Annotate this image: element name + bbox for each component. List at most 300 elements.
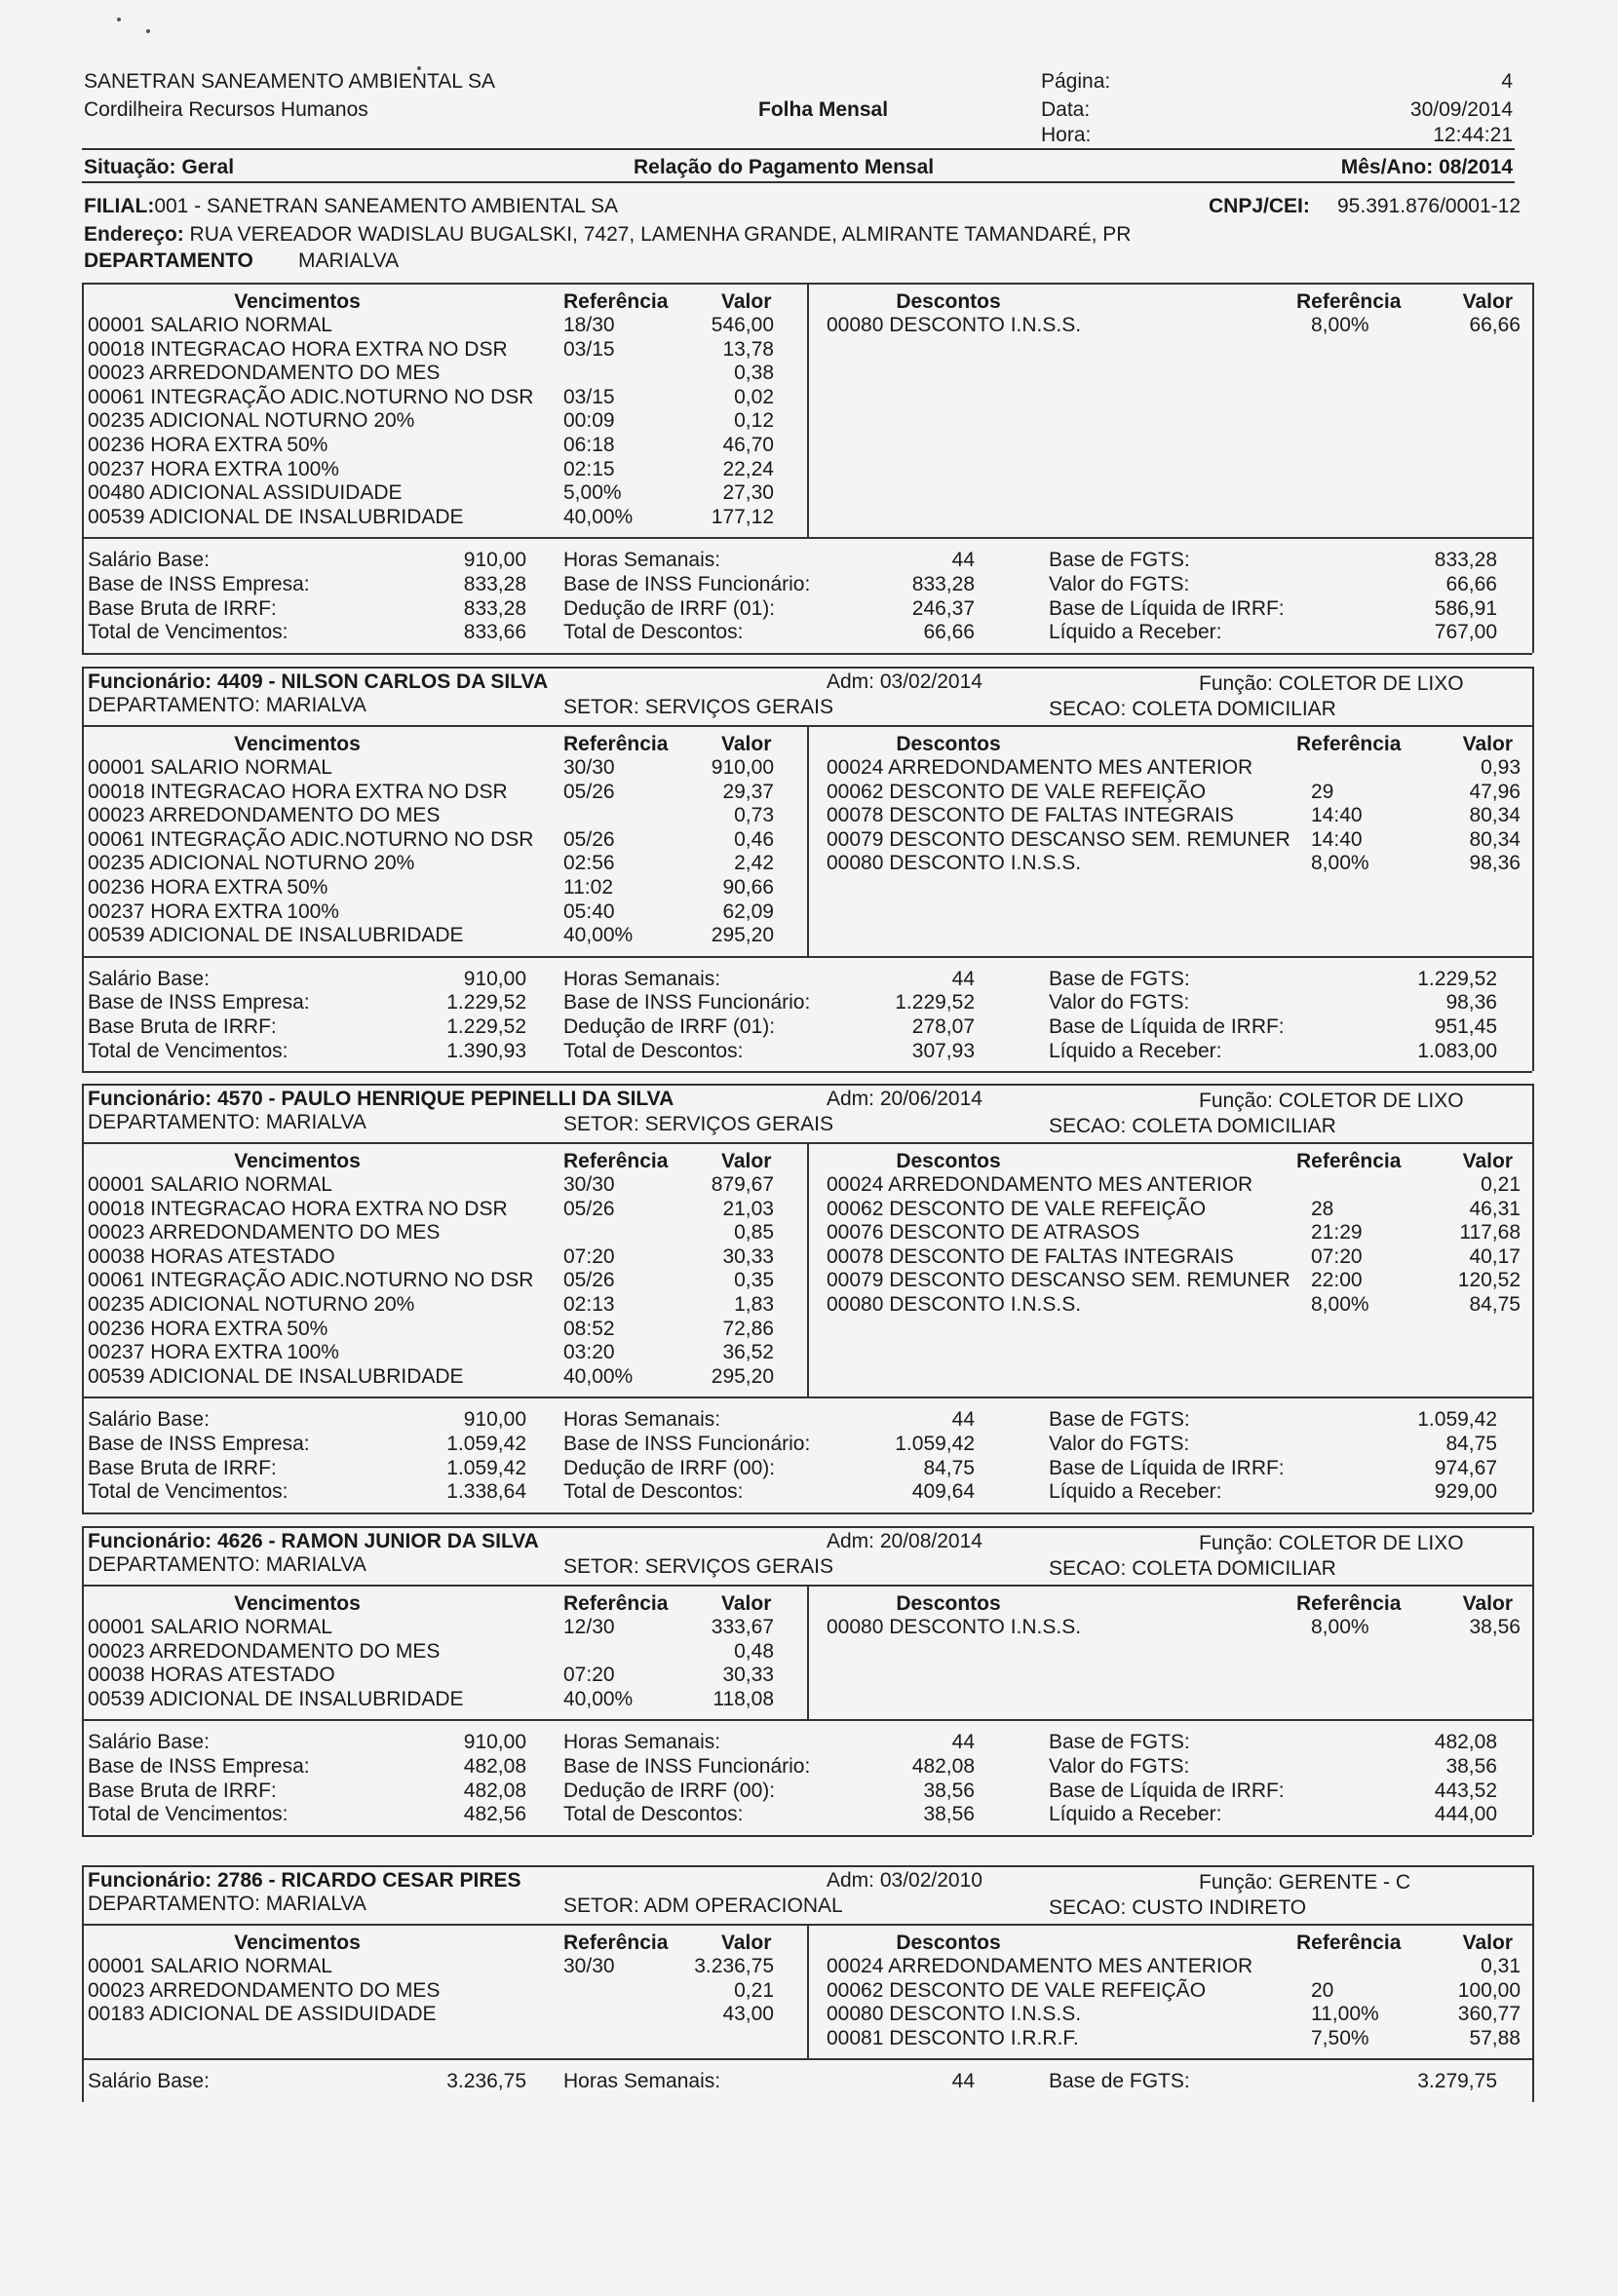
time-value: 12:44:21 [1433, 124, 1513, 146]
deduction-value: 98,36 [1469, 852, 1521, 875]
row-divider [82, 2058, 1532, 2060]
earning-description: 00001 SALARIO NORMAL [88, 1616, 332, 1638]
deduction-value: 80,34 [1469, 804, 1521, 827]
summary-label: Líquido a Receber: [1049, 1803, 1222, 1826]
earning-description: 00001 SALARIO NORMAL [88, 756, 332, 779]
earning-description: 00183 ADICIONAL DE ASSIDUIDADE [88, 2003, 437, 2026]
earning-value: 29,37 [722, 780, 774, 803]
column-divider [1532, 1865, 1534, 2058]
earning-value: 0,35 [734, 1269, 774, 1292]
company-name: SANETRAN SANEAMENTO AMBIENTAL SA [84, 70, 496, 93]
earning-value: 3.236,75 [694, 1955, 774, 1977]
row-divider [82, 956, 1532, 958]
column-divider [82, 1084, 84, 1397]
earning-value: 0,02 [734, 385, 774, 408]
valor-header: Valor [1462, 1150, 1513, 1172]
filial-line [84, 195, 618, 218]
earning-reference: 07:20 [563, 1664, 615, 1687]
summary-value: 3.236,75 [446, 2070, 526, 2093]
deduction-reference: 14:40 [1311, 804, 1363, 827]
employee-department: DEPARTAMENTO: MARIALVA [88, 1111, 366, 1133]
summary-value: 482,56 [463, 1803, 526, 1826]
admission-date: Adm: 20/06/2014 [827, 1088, 982, 1110]
valor-header: Valor [721, 1592, 772, 1615]
deduction-value: 47,96 [1469, 780, 1521, 803]
earning-value: 13,78 [722, 337, 774, 361]
summary-label: Horas Semanais: [563, 2070, 721, 2093]
earning-description: 00539 ADICIONAL DE INSALUBRIDADE [88, 1687, 464, 1710]
earning-value: 22,24 [722, 457, 774, 480]
summary-value: 482,08 [463, 1779, 526, 1802]
earning-reference: 40,00% [563, 1364, 634, 1388]
summary-value: 278,07 [911, 1015, 975, 1038]
earning-value: 546,00 [711, 314, 774, 336]
earning-reference: 05/26 [563, 780, 615, 803]
earning-value: 2,42 [734, 852, 774, 875]
summary-label: Líquido a Receber: [1049, 1039, 1222, 1062]
deduction-value: 46,31 [1469, 1197, 1521, 1220]
summary-label: Salário Base: [88, 1731, 210, 1754]
earning-description: 00236 HORA EXTRA 50% [88, 876, 328, 899]
deduction-value: 360,77 [1457, 2003, 1521, 2026]
employee-function: Função: COLETOR DE LIXO [1199, 672, 1464, 695]
deduction-reference: 20 [1311, 1978, 1334, 2002]
earning-description: 00236 HORA EXTRA 50% [88, 1317, 328, 1340]
row-divider [82, 667, 1532, 669]
deduction-description: 00080 DESCONTO I.N.S.S. [827, 852, 1082, 875]
column-divider [1532, 1526, 1534, 1719]
cnpj-label: CNPJ/CEI: [1209, 195, 1310, 217]
earning-description: 00237 HORA EXTRA 100% [88, 457, 339, 480]
deduction-reference: 22:00 [1311, 1269, 1363, 1292]
earning-description: 00023 ARREDONDAMENTO DO MES [88, 1978, 441, 2002]
summary-value: 443,52 [1434, 1779, 1497, 1802]
descontos-header: Descontos [896, 1592, 1001, 1615]
summary-label: Base de INSS Empresa: [88, 1755, 310, 1778]
row-divider [82, 1835, 1532, 1837]
employee-sector: SETOR: SERVIÇOS GERAIS [563, 696, 833, 718]
summary-label: Horas Semanais: [563, 549, 721, 572]
summary-value: 910,00 [463, 549, 526, 572]
summary-label: Salário Base: [88, 2070, 210, 2093]
deduction-description: 00024 ARREDONDAMENTO MES ANTERIOR [827, 1173, 1253, 1196]
summary-label: Valor do FGTS: [1049, 1433, 1190, 1455]
column-divider [82, 1397, 84, 1512]
summary-label: Base de FGTS: [1049, 1731, 1190, 1754]
earning-description: 00237 HORA EXTRA 100% [88, 1341, 339, 1364]
summary-label: Base de FGTS: [1049, 1408, 1190, 1432]
earning-reference: 00:09 [563, 409, 615, 433]
row-divider [82, 1512, 1532, 1514]
summary-label: Base de FGTS: [1049, 2070, 1190, 2093]
earning-description: 00018 INTEGRACAO HORA EXTRA NO DSR [88, 1197, 508, 1220]
employee-function: Função: COLETOR DE LIXO [1199, 1090, 1464, 1112]
summary-label: Total de Vencimentos: [88, 621, 289, 644]
summary-label: Salário Base: [88, 1408, 210, 1432]
earning-reference: 06:18 [563, 434, 615, 456]
summary-label: Base de Líquida de IRRF: [1049, 1456, 1285, 1479]
deduction-reference: 8,00% [1311, 1616, 1369, 1638]
earning-value: 0,73 [734, 804, 774, 827]
column-divider [82, 2058, 84, 2102]
earning-description: 00023 ARREDONDAMENTO DO MES [88, 1221, 441, 1244]
valor-header: Valor [721, 1932, 772, 1954]
earning-reference: 03/15 [563, 337, 615, 361]
deduction-reference: 28 [1311, 1197, 1334, 1220]
system-name: Cordilheira Recursos Humanos [84, 98, 368, 121]
earning-reference: 07:20 [563, 1244, 615, 1268]
referencia-header: Referência [563, 1592, 669, 1615]
earning-description: 00235 ADICIONAL NOTURNO 20% [88, 852, 415, 875]
deduction-reference: 07:20 [1311, 1244, 1363, 1268]
earning-reference: 40,00% [563, 1687, 634, 1710]
deduction-value: 0,31 [1481, 1955, 1521, 1977]
vencimentos-header: Vencimentos [234, 290, 361, 313]
summary-label: Base de INSS Empresa: [88, 573, 310, 595]
summary-value: 482,08 [1434, 1731, 1497, 1754]
summary-value: 44 [951, 1408, 975, 1432]
earning-reference: 05/26 [563, 827, 615, 851]
earning-value: 36,52 [722, 1341, 774, 1364]
employee-name: Funcionário: 4626 - RAMON JUNIOR DA SILVA [88, 1530, 539, 1552]
mes-ano-label: Mês/Ano: 08/2014 [1340, 156, 1513, 178]
deduction-description: 00078 DESCONTO DE FALTAS INTEGRAIS [827, 1244, 1234, 1268]
summary-value: 84,75 [1445, 1433, 1497, 1455]
earning-value: 27,30 [722, 481, 774, 505]
earning-description: 00038 HORAS ATESTADO [88, 1664, 335, 1687]
summary-label: Base de INSS Empresa: [88, 991, 310, 1014]
earning-description: 00237 HORA EXTRA 100% [88, 899, 339, 923]
column-divider [1532, 283, 1534, 537]
summary-value: 1.059,42 [446, 1433, 526, 1455]
summary-label: Total de Descontos: [563, 621, 744, 644]
page-number: 4 [1501, 70, 1513, 93]
page-label: Página: [1041, 70, 1111, 93]
summary-value: 66,66 [1445, 573, 1497, 595]
earning-description: 00480 ADICIONAL ASSIDUIDADE [88, 481, 403, 505]
summary-label: Horas Semanais: [563, 1731, 721, 1754]
descontos-header: Descontos [896, 290, 1001, 313]
deduction-description: 00062 DESCONTO DE VALE REFEIÇÃO [827, 1197, 1207, 1220]
employee-section: SECAO: COLETA DOMICILIAR [1049, 1557, 1336, 1580]
earning-description: 00236 HORA EXTRA 50% [88, 434, 328, 456]
earning-value: 295,20 [711, 1364, 774, 1388]
row-divider [82, 1719, 1532, 1721]
summary-value: 44 [951, 967, 975, 990]
earning-value: 21,03 [722, 1197, 774, 1220]
endereco-label: Endereço: [84, 223, 184, 246]
deduction-reference: 11,00% [1311, 2003, 1379, 2026]
summary-value: 1.083,00 [1417, 1039, 1497, 1062]
earning-value: 0,21 [734, 1978, 774, 2002]
employee-function: Função: COLETOR DE LIXO [1199, 1532, 1464, 1554]
deduction-description: 00080 DESCONTO I.N.S.S. [827, 314, 1082, 336]
column-divider [1532, 667, 1534, 956]
column-divider [807, 1585, 809, 1719]
column-divider [82, 283, 84, 537]
earning-value: 333,67 [711, 1616, 774, 1638]
earning-value: 90,66 [722, 876, 774, 899]
summary-label: Base de Líquida de IRRF: [1049, 1779, 1285, 1802]
summary-value: 1.059,42 [1417, 1408, 1497, 1432]
vencimentos-header: Vencimentos [234, 733, 361, 755]
earning-description: 00001 SALARIO NORMAL [88, 314, 332, 336]
deduction-value: 117,68 [1459, 1221, 1521, 1244]
summary-value: 1.229,52 [1417, 967, 1497, 990]
column-divider [82, 667, 84, 956]
earning-reference: 03/15 [563, 385, 615, 408]
summary-label: Base de Líquida de IRRF: [1049, 1015, 1285, 1038]
row-divider [82, 1526, 1532, 1528]
date-label: Data: [1041, 98, 1091, 121]
column-divider [1532, 2058, 1534, 2102]
earning-reference: 5,00% [563, 481, 622, 505]
earning-value: 62,09 [722, 899, 774, 923]
summary-label: Base Bruta de IRRF: [88, 596, 277, 620]
summary-value: 246,37 [911, 596, 975, 620]
earning-reference: 40,00% [563, 505, 634, 528]
earning-value: 72,86 [722, 1317, 774, 1340]
row-divider [82, 1084, 1532, 1086]
filial-label: FILIAL: [84, 195, 155, 217]
earning-value: 43,00 [722, 2003, 774, 2026]
referencia-header: Referência [563, 733, 669, 755]
deduction-reference: 21:29 [1311, 1221, 1363, 1244]
summary-label: Base Bruta de IRRF: [88, 1779, 277, 1802]
departamento-label: DEPARTAMENTO [84, 249, 253, 272]
summary-value: 833,28 [463, 573, 526, 595]
date-value: 30/09/2014 [1409, 98, 1513, 121]
cnpj-value: 95.391.876/0001-12 [1337, 195, 1522, 217]
column-divider [807, 1924, 809, 2058]
report-title: Folha Mensal [758, 98, 889, 121]
admission-date: Adm: 03/02/2010 [827, 1869, 982, 1892]
earning-reference: 05/26 [563, 1269, 615, 1292]
summary-value: 1.059,42 [895, 1433, 975, 1455]
employee-sector: SETOR: SERVIÇOS GERAIS [563, 1113, 833, 1135]
employee-section: SECAO: CUSTO INDIRETO [1049, 1896, 1307, 1919]
earning-value: 118,08 [713, 1687, 774, 1710]
earning-description: 00061 INTEGRAÇÃO ADIC.NOTURNO NO DSR [88, 385, 534, 408]
earning-reference: 02:13 [563, 1293, 615, 1316]
endereco-line [84, 223, 1131, 247]
scan-dot [117, 18, 121, 21]
vencimentos-header: Vencimentos [234, 1592, 361, 1615]
summary-value: 44 [951, 549, 975, 572]
employee-name: Funcionário: 4409 - NILSON CARLOS DA SILVA [88, 670, 549, 693]
earning-value: 879,67 [711, 1173, 774, 1196]
summary-value: 38,56 [923, 1779, 975, 1802]
earning-description: 00061 INTEGRAÇÃO ADIC.NOTURNO NO DSR [88, 1269, 534, 1292]
row-divider [82, 1071, 1532, 1073]
filial-value: 001 - SANETRAN SANEAMENTO AMBIENTAL SA [154, 195, 619, 217]
summary-value: 910,00 [463, 1731, 526, 1754]
referencia-header: Referência [563, 1932, 669, 1954]
deduction-description: 00024 ARREDONDAMENTO MES ANTERIOR [827, 1955, 1253, 1977]
deduction-value: 0,21 [1481, 1173, 1521, 1196]
summary-label: Dedução de IRRF (01): [563, 1015, 776, 1038]
summary-value: 586,91 [1434, 596, 1497, 620]
summary-value: 974,67 [1434, 1456, 1497, 1479]
deduction-description: 00076 DESCONTO DE ATRASOS [827, 1221, 1140, 1244]
earning-description: 00061 INTEGRAÇÃO ADIC.NOTURNO NO DSR [88, 827, 534, 851]
summary-value: 66,66 [923, 621, 975, 644]
earning-reference: 05:40 [563, 899, 615, 923]
departamento-value: MARIALVA [298, 249, 400, 272]
employee-sector: SETOR: ADM OPERACIONAL [563, 1894, 843, 1917]
earning-reference: 30/30 [563, 1955, 615, 1977]
deduction-description: 00079 DESCONTO DESCANSO SEM. REMUNER [827, 1269, 1291, 1292]
deduction-description: 00080 DESCONTO I.N.S.S. [827, 2003, 1082, 2026]
header-divider [82, 148, 1515, 150]
time-label: Hora: [1041, 124, 1092, 146]
valor-header: Valor [721, 733, 772, 755]
summary-value: 1.338,64 [446, 1480, 526, 1504]
employee-sector: SETOR: SERVIÇOS GERAIS [563, 1555, 833, 1578]
earning-value: 0,46 [734, 827, 774, 851]
earning-description: 00539 ADICIONAL DE INSALUBRIDADE [88, 1364, 464, 1388]
descontos-header: Descontos [896, 1932, 1001, 1954]
summary-label: Total de Descontos: [563, 1803, 744, 1826]
earning-value: 46,70 [722, 434, 774, 456]
deduction-reference: 8,00% [1311, 1293, 1369, 1316]
summary-label: Base de FGTS: [1049, 549, 1190, 572]
referencia-header: Referência [1296, 1932, 1402, 1954]
summary-label: Base de INSS Funcionário: [563, 1433, 811, 1455]
earning-reference: 40,00% [563, 924, 634, 947]
summary-label: Salário Base: [88, 967, 210, 990]
earning-description: 00023 ARREDONDAMENTO DO MES [88, 362, 441, 385]
valor-header: Valor [1462, 733, 1513, 755]
summary-value: 767,00 [1434, 621, 1497, 644]
column-divider [1532, 1397, 1534, 1512]
column-divider [807, 283, 809, 537]
column-divider [82, 956, 84, 1071]
referencia-header: Referência [1296, 1592, 1402, 1615]
row-divider [82, 537, 1532, 539]
situacao-label: Situação: Geral [84, 156, 235, 178]
referencia-header: Referência [563, 290, 669, 313]
relacao-label: Relação do Pagamento Mensal [634, 156, 935, 178]
earning-value: 177,12 [711, 505, 774, 528]
deduction-value: 80,34 [1469, 827, 1521, 851]
employee-department: DEPARTAMENTO: MARIALVA [88, 1893, 366, 1915]
summary-value: 84,75 [923, 1456, 975, 1479]
earning-description: 00539 ADICIONAL DE INSALUBRIDADE [88, 924, 464, 947]
earning-description: 00018 INTEGRACAO HORA EXTRA NO DSR [88, 780, 508, 803]
summary-label: Horas Semanais: [563, 1408, 721, 1432]
valor-header: Valor [721, 290, 772, 313]
vencimentos-header: Vencimentos [234, 1932, 361, 1954]
summary-label: Dedução de IRRF (01): [563, 596, 776, 620]
earning-reference: 18/30 [563, 314, 615, 336]
earning-description: 00038 HORAS ATESTADO [88, 1244, 335, 1268]
deduction-reference: 29 [1311, 780, 1334, 803]
earning-description: 00023 ARREDONDAMENTO DO MES [88, 1639, 441, 1663]
valor-header: Valor [1462, 1932, 1513, 1954]
summary-label: Dedução de IRRF (00): [563, 1456, 776, 1479]
summary-label: Base de INSS Funcionário: [563, 991, 811, 1014]
summary-label: Base Bruta de IRRF: [88, 1456, 277, 1479]
deduction-description: 00080 DESCONTO I.N.S.S. [827, 1293, 1082, 1316]
earning-description: 00539 ADICIONAL DE INSALUBRIDADE [88, 505, 464, 528]
summary-value: 1.229,52 [895, 991, 975, 1014]
earning-reference: 08:52 [563, 1317, 615, 1340]
employee-section: SECAO: COLETA DOMICILIAR [1049, 1115, 1336, 1137]
deduction-description: 00024 ARREDONDAMENTO MES ANTERIOR [827, 756, 1253, 779]
earning-description: 00018 INTEGRACAO HORA EXTRA NO DSR [88, 337, 508, 361]
summary-value: 929,00 [1434, 1480, 1497, 1504]
referencia-header: Referência [1296, 290, 1402, 313]
summary-label: Líquido a Receber: [1049, 1480, 1222, 1504]
summary-value: 1.229,52 [446, 991, 526, 1014]
summary-value: 44 [951, 1731, 975, 1754]
summary-value: 482,08 [463, 1755, 526, 1778]
summary-value: 833,28 [911, 573, 975, 595]
earning-reference: 12/30 [563, 1616, 615, 1638]
summary-label: Total de Descontos: [563, 1480, 744, 1504]
deduction-value: 0,93 [1481, 756, 1521, 779]
column-divider [807, 1142, 809, 1397]
deduction-value: 57,88 [1469, 2026, 1521, 2049]
row-divider [82, 1865, 1532, 1867]
deduction-reference: 8,00% [1311, 852, 1369, 875]
employee-name: Funcionário: 2786 - RICARDO CESAR PIRES [88, 1869, 521, 1892]
deduction-value: 120,52 [1457, 1269, 1521, 1292]
summary-label: Base de INSS Empresa: [88, 1433, 310, 1455]
earning-value: 295,20 [711, 924, 774, 947]
summary-value: 3.279,75 [1417, 2070, 1497, 2093]
summary-value: 482,08 [911, 1755, 975, 1778]
deduction-value: 66,66 [1469, 314, 1521, 336]
earning-reference: 03:20 [563, 1341, 615, 1364]
deduction-description: 00080 DESCONTO I.N.S.S. [827, 1616, 1082, 1638]
valor-header: Valor [721, 1150, 772, 1172]
earning-description: 00001 SALARIO NORMAL [88, 1955, 332, 1977]
summary-value: 409,64 [911, 1480, 975, 1504]
summary-label: Salário Base: [88, 549, 210, 572]
deduction-value: 100,00 [1457, 1978, 1521, 2002]
summary-value: 38,56 [1445, 1755, 1497, 1778]
summary-label: Valor do FGTS: [1049, 991, 1190, 1014]
deduction-description: 00062 DESCONTO DE VALE REFEIÇÃO [827, 780, 1207, 803]
column-divider [82, 1526, 84, 1719]
earning-description: 00235 ADICIONAL NOTURNO 20% [88, 1293, 415, 1316]
earning-reference: 02:56 [563, 852, 615, 875]
earning-value: 0,85 [734, 1221, 774, 1244]
earning-reference: 05/26 [563, 1197, 615, 1220]
summary-value: 833,66 [463, 621, 526, 644]
earning-reference: 30/30 [563, 756, 615, 779]
column-divider [1532, 537, 1534, 652]
summary-label: Valor do FGTS: [1049, 573, 1190, 595]
earning-value: 910,00 [711, 756, 774, 779]
deduction-reference: 14:40 [1311, 827, 1363, 851]
vencimentos-header: Vencimentos [234, 1150, 361, 1172]
summary-value: 1.229,52 [446, 1015, 526, 1038]
employee-name: Funcionário: 4570 - PAULO HENRIQUE PEPINELLI DA SILVA [88, 1088, 674, 1110]
summary-label: Total de Vencimentos: [88, 1039, 289, 1062]
admission-date: Adm: 03/02/2014 [827, 670, 982, 693]
summary-value: 910,00 [463, 1408, 526, 1432]
summary-label: Base de INSS Funcionário: [563, 573, 811, 595]
referencia-header: Referência [1296, 1150, 1402, 1172]
earning-value: 30,33 [722, 1244, 774, 1268]
earning-description: 00023 ARREDONDAMENTO DO MES [88, 804, 441, 827]
summary-value: 1.390,93 [446, 1039, 526, 1062]
summary-label: Total de Vencimentos: [88, 1803, 289, 1826]
scan-dot [146, 29, 150, 33]
